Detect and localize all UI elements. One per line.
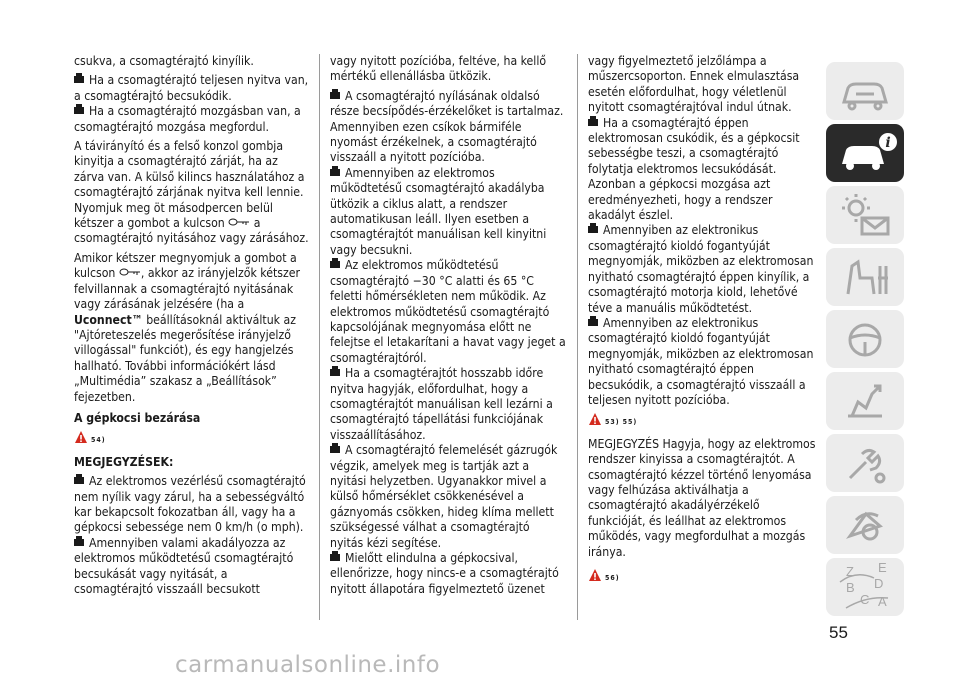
section-heading: A gépkocsi bezárása bbox=[74, 410, 201, 425]
bullet-icon bbox=[330, 92, 340, 99]
safety-seat-icon bbox=[826, 248, 904, 306]
bullet-item: Mielőtt elindulna a gépkocsival, ellenőrizze, hogy nincs-e a csomagtérajtó nyitott állapotára figyelmeztető üzenet bbox=[330, 551, 559, 596]
bullet-icon bbox=[330, 169, 340, 176]
svg-text:i: i bbox=[885, 135, 891, 151]
warning-reference: 56) bbox=[588, 568, 820, 586]
bullet-item: Amennyiben az elektronikus csomagtérajtó kioldó fogantyúját megnyomják, miközben az elektromosan nyitható csomagtérajtó éppen kinyílik, a csomagtérajtó motorja kiold, lehetővé téve a manuális működtetést. bbox=[588, 223, 814, 315]
paragraph: csukva, a csomagtérajtó kinyílik. bbox=[74, 54, 254, 68]
svg-text:D: D bbox=[874, 576, 884, 591]
bullet-item: A csomagtérajtó felemelését gázrugók végzik, amelyek meg is tartják azt a nyitási helyzetben. Ugyanakkor mivel a külső hőmérséklet csökkenésével a gáznyomás csökken, hideg klíma mellett szükségessé válhat a csomagtérajtó nyitás kézi segítése. bbox=[330, 443, 558, 550]
warning-triangle-icon bbox=[74, 430, 88, 444]
warning-reference: 54) bbox=[74, 430, 310, 448]
bullet-icon bbox=[330, 261, 340, 268]
page-number: 55 bbox=[829, 623, 848, 642]
svg-text:B: B bbox=[846, 580, 855, 595]
paragraph: Amikor kétszer megnyomjuk a gombot a kulcson , akkor az irányjelzők kétszer felvillannak a csomagtérajtó nyitásának vagy zárásának jelzésére (ha a Uconnect™ beállításoknál aktiváltuk az "Ajtóreteszelés megerősítése irányjelző villogással" funkciót), és egy hangjelzés hallható. További információkért lásd „Multimédia” szakasz a „Beállítások” fejezetben. bbox=[74, 250, 300, 404]
technical-data-icon bbox=[826, 496, 904, 554]
bullet-icon bbox=[588, 319, 598, 326]
tab-technical-data[interactable] bbox=[826, 496, 904, 554]
bullet-icon bbox=[74, 539, 84, 546]
tab-dashboard[interactable] bbox=[826, 62, 904, 120]
warning-triangle-icon bbox=[588, 568, 602, 582]
emergency-icon bbox=[826, 372, 904, 430]
bullet-item: Ha a csomagtérajtó éppen elektromosan csukódik, és a gépkocsit sebességbe teszi, a csomagtérajtó folytatja elektromos lecsukódását. Azonban a gépkocsi mozgása azt eredményezheti, hogy a rendszer akadályt észlel. bbox=[588, 115, 800, 223]
text-column-2 bbox=[330, 54, 566, 597]
warning-triangle-icon bbox=[588, 412, 602, 426]
tab-safety[interactable] bbox=[826, 248, 904, 306]
bullet-icon bbox=[588, 226, 598, 233]
paragraph: vagy figyelmeztető jelzőlámpa a műszercsoporton. Ennek elmulasztása esetén előfordulhat, hogy véletlenül nyitott csomagtérajtóval indul útnak. bbox=[588, 54, 800, 115]
paragraph: vagy nyitott pozícióba, feltéve, ha kellő mértékű ellenállásba ütközik. bbox=[330, 54, 547, 84]
key-fob-icon bbox=[119, 268, 141, 276]
bullet-icon bbox=[74, 76, 84, 83]
bullet-icon bbox=[74, 477, 84, 484]
bullet-item: A csomagtérajtó nyílásának oldalsó része becsípődés-érzékelőket is tartalmaz. Amennyiben ezen csíkok bármiféle nyomást érzékelnek, a csomagtérajtó visszaáll a nyitott pozícióba. bbox=[330, 88, 564, 165]
bullet-item: Amennyiben az elektromos működtetésű csomagtérajtó akadályba ütközik a ciklus alatt, a rendszer automatikusan leáll. Ilyen esetben a csomagtérajtót manuálisan kell kinyitni vagy becsukni. bbox=[330, 165, 547, 257]
maintenance-icon bbox=[826, 434, 904, 492]
text-column-1 bbox=[74, 54, 310, 597]
bullet-item: Ha a csomagtérajtó mozgásban van, a csomagtérajtó mozgása megfordul. bbox=[74, 104, 301, 134]
bullet-icon bbox=[330, 446, 340, 453]
tab-driving[interactable] bbox=[826, 310, 904, 368]
dashboard-car-icon bbox=[826, 62, 904, 120]
bullet-icon bbox=[588, 119, 598, 126]
tab-car-info[interactable] bbox=[826, 124, 904, 182]
tab-warning-lights[interactable] bbox=[826, 186, 904, 244]
bullet-item: Az elektromos működtetésű csomagtérajtó −30 °C alatti és 65 °C feletti hőmérsékleten nem működik. Az elektromos működtetésű csomagtérajtó kapcsolójának megnyomása előtt ne felejtse el letakarítani a havat vagy jeget a csomagtérajtóról. bbox=[330, 258, 566, 365]
svg-text:Z: Z bbox=[846, 564, 854, 579]
watermark: carmanualsonline.info bbox=[175, 652, 441, 678]
key-fob-icon bbox=[228, 218, 250, 226]
bullet-item: Az elektromos vezérlésű csomagtérajtó nem nyílik vagy zárul, ha a sebességváltó kar bekapcsolt fokozatban áll, vagy ha a gépkocsi sebessége nem 0 km/h (o mph). bbox=[74, 474, 306, 535]
svg-text:C: C bbox=[860, 592, 870, 607]
steering-wheel-icon bbox=[826, 310, 904, 368]
tab-emergency[interactable] bbox=[826, 372, 904, 430]
paragraph: MEGJEGYZÉS Hagyja, hogy az elektromos rendszer kinyissa a csomagtérajtót. A csomagtérajtó kézzel történő lenyomása vagy felhúzása aktiválhatja a csomagtérajtó akadályérzékelő funkcióját, és leállhat az elektromos működés, vagy megfordulhat a mozgás iránya. bbox=[588, 436, 816, 559]
bullet-item: Ha a csomagtérajtót hosszabb időre nyitva hagyják, előfordulhat, hogy a csomagtérajtót manuálisan kell lezárni a csomagtérajtó tápellátási funkciójának visszaállításához. bbox=[330, 366, 553, 442]
notes-heading: MEGJEGYZÉSEK: bbox=[74, 454, 174, 469]
text-column-3 bbox=[588, 54, 820, 592]
bullet-icon bbox=[330, 554, 340, 561]
tab-index[interactable] bbox=[826, 558, 904, 616]
svg-text:E: E bbox=[878, 560, 887, 575]
column-divider bbox=[319, 54, 320, 620]
car-info-icon bbox=[826, 124, 904, 182]
warning-lights-icon bbox=[826, 186, 904, 244]
tab-maintenance[interactable] bbox=[826, 434, 904, 492]
svg-text:A: A bbox=[878, 594, 887, 609]
column-divider bbox=[577, 54, 578, 620]
paragraph: A távirányító és a felső konzol gombja kinyitja a csomagtérajtó zárját, ha az zárva van. A külső kilincs használatához a csomagtérajtó zárjának nyitva kell lennie. Nyomjuk meg öt másodpercen belül kétszer a gombot a kulcson a csomagtérajtó nyitásához vagy zárásához. bbox=[74, 139, 309, 246]
index-letters-icon bbox=[826, 558, 904, 616]
bullet-item: Ha a csomagtérajtó teljesen nyitva van, a csomagtérajtó becsukódik. bbox=[74, 73, 309, 103]
bullet-item: Amennyiben valami akadályozza az elektromos működtetésű csomagtérajtó becsukását vagy nyitását, a csomagtérajtó visszaáll becsukott bbox=[74, 535, 294, 596]
bullet-icon bbox=[330, 369, 340, 376]
warning-reference: 53) 55) bbox=[588, 412, 820, 430]
bullet-item: Amennyiben az elektronikus csomagtérajtó kioldó fogantyúját megnyomják, miközben az elektromosan nyitható csomagtérajtó éppen becsukódik, a csomagtérajtó visszaáll a teljesen nyitott pozícióba. bbox=[588, 315, 814, 407]
bullet-icon bbox=[74, 107, 84, 114]
